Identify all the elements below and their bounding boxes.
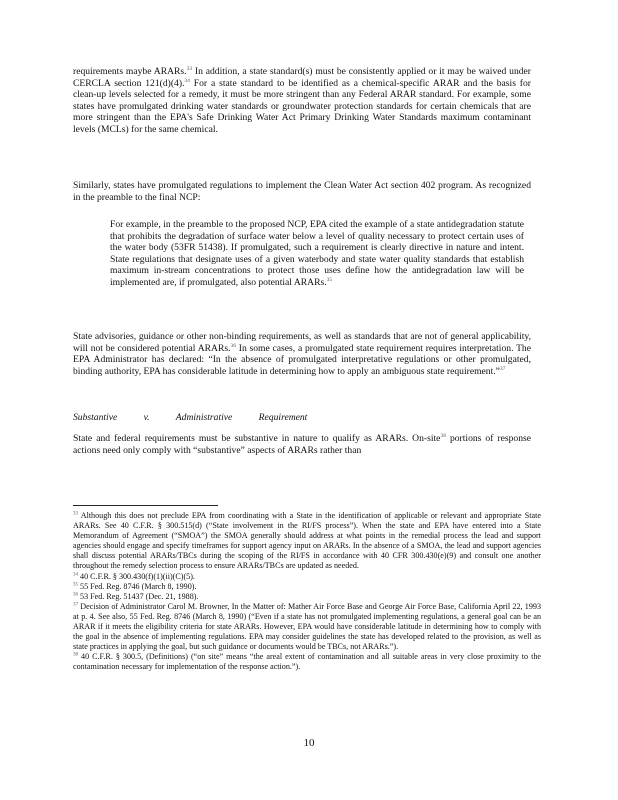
page-number: 10 (303, 737, 315, 749)
paragraph-text: Similarly, states have promulgated regulations to implement the Clean Water Act section 402 program. As recognized in the preamble to the final NCP: (73, 180, 531, 203)
footnote-divider (73, 505, 218, 506)
footnote-ref-37: 37 (499, 365, 506, 372)
footnote-ref-36: 36 (230, 342, 236, 349)
paragraph-text: State advisories, guidance or other non-binding requirements, as well as standards that are not of general applicability, will not be considered potential ARARs. (73, 331, 531, 354)
block-quote-ncp-preamble (110, 219, 524, 289)
paragraph-text: State and federal requirements must be substantive in nature to qualify as ARARs. On-site (73, 433, 441, 444)
paragraph-clean-water-act (73, 180, 531, 203)
footnote-ref-33: 33 (186, 65, 193, 72)
footnote-ref-34: 34 (184, 77, 190, 84)
quote-text: For example, in the preamble to the proposed NCP, EPA cited the example of a state antidegradation statute that prohibits the degradation of surface water below a level of quality necessary to protect certain uses of the water body (53FR 51438). If promulgated, such a requirement is clearly directive in nature and intent. State regulations that designate uses of a given waterbody and state water quality standards that establish maximum in-stream concentrations to protect those uses define how the antidegradation law will be implemented are, if promulgated, also potential ARARs. (110, 219, 524, 288)
footnote-33: $^{33}$ Although this does not preclude EPA from coordinating with a State in the identification of applicable or relevant and appropriate State ARARs. See 40 C.F.R. § 300.515(d) (“State involvement in the RI/FS process”). When the state and EPA have entered into a State Memorandum of Agreement (“SMOA”) the SMOA generally should address at what points in the remedial process the lead and support agencies should engage and specify timeframes for support agency input on ARARs. In the absence of a SMOA, the lead and support agencies shall discuss potential ARARs/TBCs during the scoping of the RI/FS in accordance with 40 CFR 300.430(e)(9) and consult one another throughout the remedy selection process to ensure ARARs/TBCs are updated as needed. (73, 511, 541, 571)
footnote-37: $^{37}$ Decision of Administrator Carol M. Browner, In the Matter of: Mather Air Force Base and George Air Force Base, California April 22, 1993 at p. 4. See also, 55 Fed. Reg. 8746 (March 8, 1990) (“Even if a state has not promulgated implementing regulations, a general goal can be an ARAR if it meets the eligibility criteria for state ARARs. However, EPA would have considerable latitude in determining how to comply with the goal in the absence of implementing regulations. EPA may consider guidelines the state has developed related to the provision, as well as state practices in applying the goal, but such guidance or documents would be TBCs, not ARARs.”). (73, 601, 541, 652)
footnotes-section (73, 511, 541, 673)
footnote-34: $^{34}$ 40 C.F.R. § 300.430(f)(1)(ii)(C)(5). (73, 571, 195, 581)
paragraph-text: For a state standard to be identified as a chemical-specific ARAR and the basis for clean-up levels selected for a remedy, it must be more stringent than any Federal ARAR standard. For example, some states have promulgated drinking water standards or groundwater protection standards for certain chemicals that are more stringent than the EPA's Safe Drinking Water Act Primary Drinking Water Standards maximum contaminant levels (MCLs) for the same chemical. (73, 77, 531, 135)
footnote-ref-38: 38 (440, 432, 446, 439)
paragraph-substantive-requirements (73, 433, 531, 456)
footnote-38: $^{38}$ 40 C.F.R. § 300.5, (Definitions) (“on site” means “the areal extent of contamination and all suitable areas in very close proximity to the contamination necessary for implementation of the response action.”). (73, 652, 541, 672)
paragraph-text: In addition, a state standard(s) must be consistently applied or it may be waived under CERCLA section 121(d)(4). (73, 66, 532, 89)
paragraph-state-standards (73, 66, 531, 136)
footnote-ref-35: 35 (326, 276, 333, 283)
paragraph-text: portions of response actions need only comply with “substantive” aspects of ARARs rather than (73, 433, 532, 456)
paragraph-text: requirements maybe ARARs. (73, 66, 187, 77)
footnote-36: $^{36}$ 53 Fed. Reg. 51437 (Dec. 21, 1988). (73, 591, 199, 601)
section-heading: Substantive v. Administrative Requirement (73, 412, 308, 423)
paragraph-state-advisories (73, 331, 531, 377)
footnote-35: $^{35}$ 55 Fed. Reg. 8746 (March 8, 1990). (73, 581, 197, 591)
paragraph-text: In some cases, a promulgated state requirement requires interpretation. The EPA Administrator has declared: “In the absence of promulgated interpretative regulations or other promulgated, binding authority, EPA has considerable latitude in determining how to apply an ambiguous state requirement.” (73, 342, 531, 377)
